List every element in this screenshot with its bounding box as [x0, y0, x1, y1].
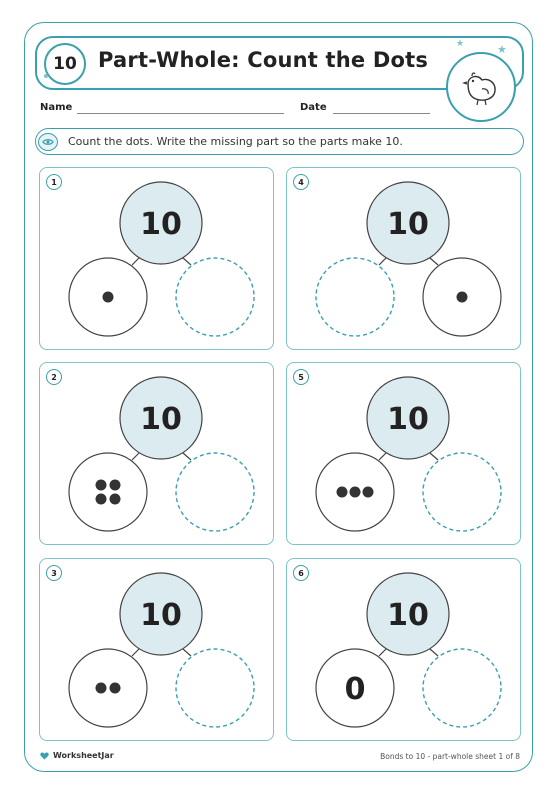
name-field[interactable]	[77, 113, 284, 114]
problem-number: 2	[46, 369, 62, 385]
connector-line	[183, 453, 191, 460]
count-dot	[96, 683, 107, 694]
star-decoration-icon: ★	[497, 43, 507, 56]
count-dot	[457, 292, 468, 303]
missing-part-circle	[176, 258, 254, 336]
given-part-circle	[69, 453, 147, 531]
count-dot	[110, 480, 121, 491]
count-dot	[110, 494, 121, 505]
connector-line	[132, 258, 139, 265]
count-dot	[337, 487, 348, 498]
problem-card	[286, 362, 521, 545]
date-field[interactable]	[333, 113, 430, 114]
missing-part-circle	[316, 258, 394, 336]
worksheet-number-badge: 10	[44, 43, 86, 85]
bird-icon	[458, 64, 504, 110]
connector-line	[379, 258, 386, 265]
whole-value: 10	[387, 207, 429, 242]
whole-value: 10	[140, 598, 182, 633]
connector-line	[132, 453, 139, 460]
missing-part-circle	[176, 453, 254, 531]
problem-number: 4	[293, 174, 309, 190]
part-whole-diagram	[287, 559, 522, 742]
logo-badge	[446, 52, 516, 122]
problem-number: 6	[293, 565, 309, 581]
count-dot	[96, 480, 107, 491]
count-dot	[363, 487, 374, 498]
missing-part-circle	[423, 453, 501, 531]
problem-number: 5	[293, 369, 309, 385]
count-dot	[110, 683, 121, 694]
count-dot	[103, 292, 114, 303]
count-dot	[350, 487, 361, 498]
problem-card	[39, 362, 274, 545]
heart-icon	[40, 752, 49, 760]
problem-card	[39, 167, 274, 350]
connector-line	[183, 649, 191, 656]
eye-icon	[38, 133, 58, 151]
connector-line	[430, 649, 438, 656]
brand-name: WorksheetJar	[53, 751, 114, 760]
instruction-text: Count the dots. Write the missing part so the parts make 10.	[68, 135, 403, 148]
count-dot	[96, 494, 107, 505]
part-whole-diagram	[40, 363, 275, 546]
star-decoration-icon: ★	[456, 39, 465, 49]
problem-card	[286, 167, 521, 350]
page-title: Part-Whole: Count the Dots	[98, 48, 429, 72]
problem-number: 1	[46, 174, 62, 190]
connector-line	[379, 649, 386, 656]
given-part-circle	[69, 649, 147, 727]
whole-value: 10	[387, 598, 429, 633]
part-whole-diagram	[287, 168, 522, 351]
given-part-value: 0	[344, 672, 366, 707]
whole-value: 10	[140, 207, 182, 242]
whole-value: 10	[387, 402, 429, 437]
problem-number: 3	[46, 565, 62, 581]
name-label: Name	[40, 102, 73, 113]
whole-value: 10	[140, 402, 182, 437]
problem-card	[286, 558, 521, 741]
problem-card	[39, 558, 274, 741]
part-whole-diagram	[40, 168, 275, 351]
missing-part-circle	[176, 649, 254, 727]
connector-line	[379, 453, 386, 460]
connector-line	[430, 453, 438, 460]
date-label: Date	[300, 102, 327, 113]
missing-part-circle	[423, 649, 501, 727]
connector-line	[132, 649, 139, 656]
connector-line	[430, 258, 438, 265]
part-whole-diagram	[287, 363, 522, 546]
footer-brand	[40, 751, 114, 760]
dot-decoration	[44, 74, 48, 78]
part-whole-diagram	[40, 559, 275, 742]
connector-line	[183, 258, 191, 265]
footer-meta: Bonds to 10 - part-whole sheet 1 of 8	[380, 752, 520, 761]
